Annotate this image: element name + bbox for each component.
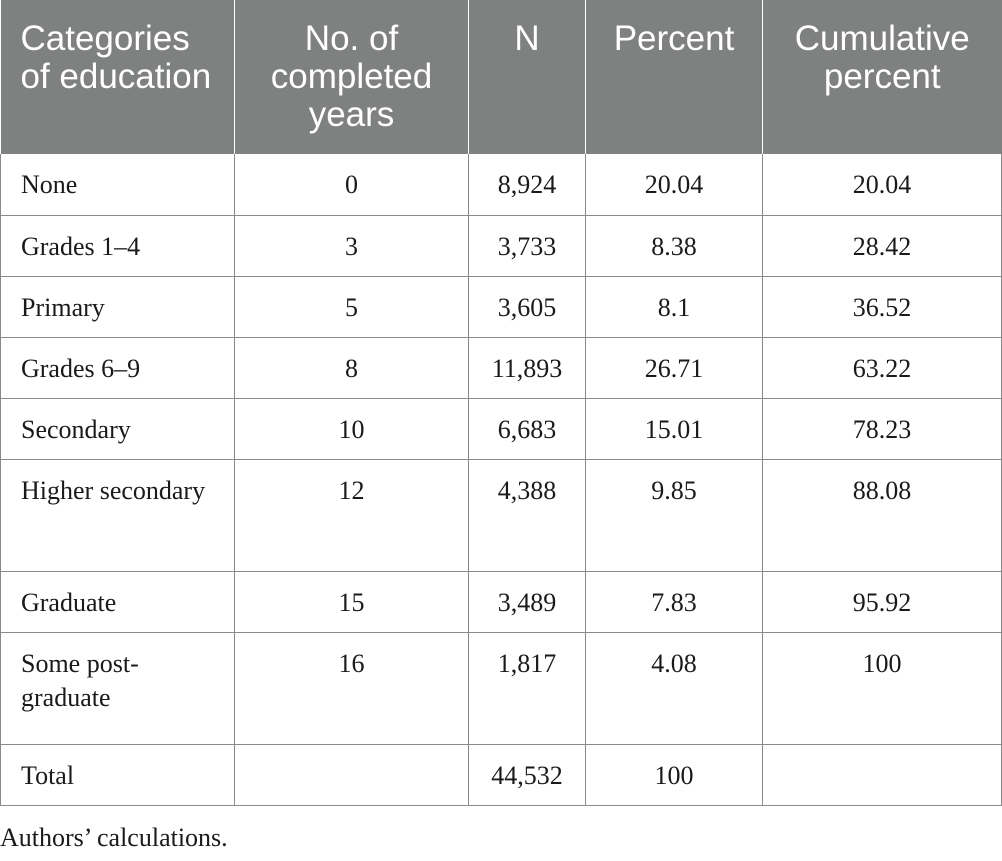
table-row [1,398,1002,459]
cell-cumulative: 95.92 [763,571,1002,632]
cell-percent: 100 [586,744,763,805]
cell-n: 1,817 [469,632,586,744]
table-row [1,459,1002,571]
cell-percent: 7.83 [586,571,763,632]
table-footnote: Authors’ calculations. [0,823,228,852]
cell-years: 3 [235,215,469,276]
table-row [1,337,1002,398]
cell-n: 8,924 [469,154,586,215]
header-cumulative-percent: Cumulative percent [763,0,1002,154]
table-row [1,215,1002,276]
cell-n: 11,893 [469,337,586,398]
cell-n: 4,388 [469,459,586,571]
table-row [1,276,1002,337]
cell-n: 3,605 [469,276,586,337]
cell-percent: 26.71 [586,337,763,398]
cell-cumulative: 88.08 [763,459,1002,571]
cell-years: 15 [235,571,469,632]
cell-category: Grades 1–4 [1,215,235,276]
table-header-row [1,0,1002,154]
cell-category: Some post-graduate [1,632,235,744]
table-row [1,154,1002,215]
cell-category: None [1,154,235,215]
cell-category: Primary [1,276,235,337]
cell-n: 3,489 [469,571,586,632]
header-n: N [469,0,586,154]
cell-percent: 4.08 [586,632,763,744]
header-completed-years: No. of completed years [235,0,469,154]
cell-years: 8 [235,337,469,398]
table-row [1,632,1002,744]
cell-category: Graduate [1,571,235,632]
cell-percent: 9.85 [586,459,763,571]
cell-cumulative: 100 [763,632,1002,744]
cell-cumulative: 20.04 [763,154,1002,215]
cell-percent: 8.1 [586,276,763,337]
cell-category: Higher secondary [1,459,235,571]
cell-percent: 8.38 [586,215,763,276]
cell-years: 16 [235,632,469,744]
cell-percent: 15.01 [586,398,763,459]
cell-cumulative: 63.22 [763,337,1002,398]
cell-category: Grades 6–9 [1,337,235,398]
cell-percent: 20.04 [586,154,763,215]
cell-years: 12 [235,459,469,571]
cell-n: 3,733 [469,215,586,276]
cell-n: 44,532 [469,744,586,805]
cell-years: 5 [235,276,469,337]
cell-cumulative: 28.42 [763,215,1002,276]
cell-years [235,744,469,805]
cell-category: Secondary [1,398,235,459]
header-percent: Percent [586,0,763,154]
cell-cumulative: 78.23 [763,398,1002,459]
cell-cumulative: 36.52 [763,276,1002,337]
header-categories: Categories of education [1,0,235,154]
table-row [1,571,1002,632]
cell-category: Total [1,744,235,805]
cell-cumulative [763,744,1002,805]
cell-years: 0 [235,154,469,215]
table-total-row [1,744,1002,805]
cell-years: 10 [235,398,469,459]
cell-n: 6,683 [469,398,586,459]
